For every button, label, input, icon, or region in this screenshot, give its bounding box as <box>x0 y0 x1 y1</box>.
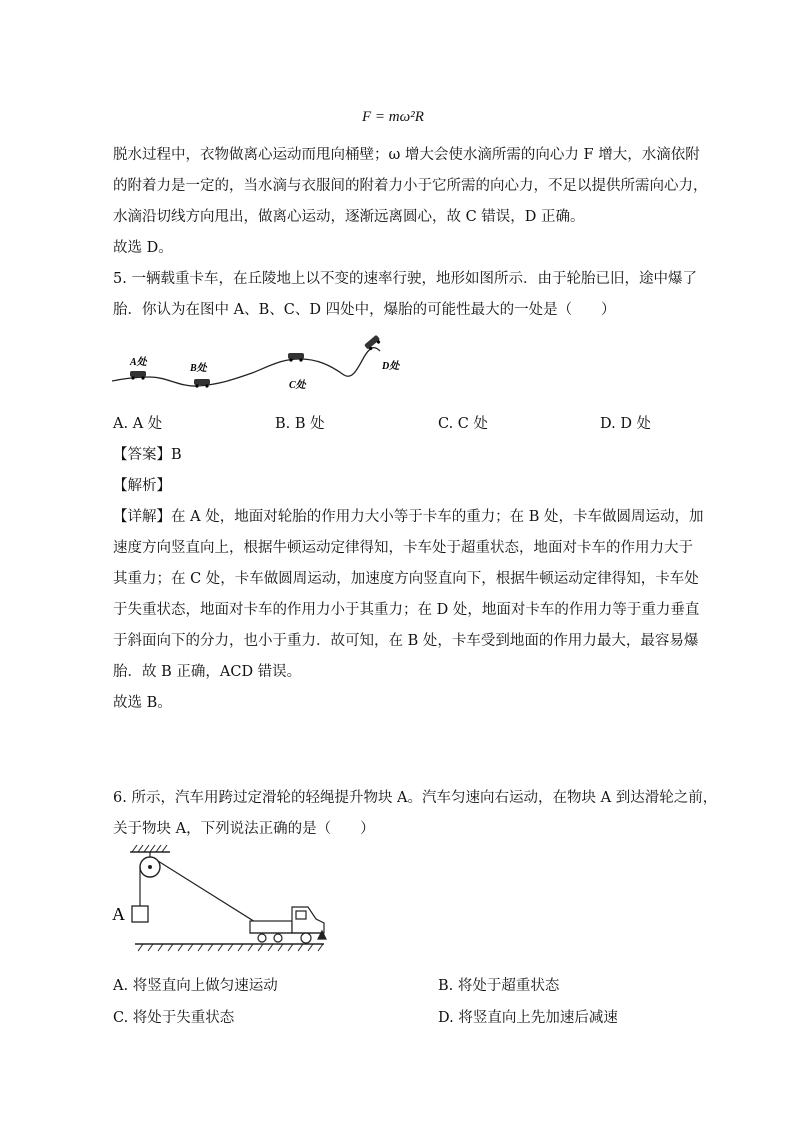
truck-c <box>288 353 304 362</box>
label-a: A处 <box>130 357 147 368</box>
truck-b <box>194 379 210 388</box>
truck-icon <box>250 907 326 943</box>
q6-option-d: D. 将竖直向上先加速后减速 <box>438 1010 618 1026</box>
text-line: 故选 D。 <box>113 240 173 256</box>
text-line: 【详解】在 A 处，地面对轮胎的作用力大小等于卡车的重力；在 B 处，卡车做圆周运动，加 <box>113 509 704 525</box>
q5-option-a: A. A 处 <box>113 416 163 432</box>
formula: F = mω²R <box>362 109 424 125</box>
label-b: B处 <box>190 363 207 374</box>
q6-option-c: C. 将处于失重状态 <box>113 1010 235 1026</box>
label-c: C处 <box>289 380 306 391</box>
truck-d <box>364 335 382 352</box>
answer-tag: 【答案】B <box>113 447 182 463</box>
question-6-stem: 关于物块 A，下列说法正确的是（ ） <box>113 821 375 837</box>
q5-option-d: D. D 处 <box>600 416 652 432</box>
block-a-label: A <box>112 904 125 924</box>
question-5-stem: 5. 一辆载重卡车，在丘陵地上以不变的速率行驶，地形如图所示．由于轮胎已旧，途中爆了 <box>113 271 697 287</box>
text-line: 的附着力是一定的，当水滴与衣服间的附着力小于它所需的向心力，不足以提供所需向心力， <box>113 178 708 194</box>
question-5-stem: 胎．你认为在图中 A、B、C、D 四处中，爆胎的可能性最大的一处是（ ） <box>113 302 616 318</box>
text-line: 其重力；在 C 处，卡车做圆周运动，加速度方向竖直向下，根据牛顿运动定律得知，卡车处 <box>113 571 699 587</box>
q5-option-c: C. C 处 <box>438 416 488 432</box>
text-line: 水滴沿切线方向甩出，做离心运动，逐渐远离圆心，故 C 错误，D 正确。 <box>113 209 585 225</box>
q6-option-a: A. 将竖直向上做匀速运动 <box>113 978 278 994</box>
truck-a <box>130 371 146 380</box>
text-line: 于斜面向下的分力，也小于重力．故可知，在 B 处，卡车受到地面的作用力最大，最容易爆 <box>113 633 699 649</box>
text-line: 脱水过程中，衣物做离心运动而甩向桶壁；ω 增大会使水滴所需的向心力 F 增大，水滴依附 <box>113 147 700 163</box>
pulley-figure <box>110 843 332 955</box>
question-6-stem: 6. 所示，汽车用跨过定滑轮的轻绳提升物块 A。汽车匀速向右运动，在物块 A 到达滑轮之前， <box>113 790 718 806</box>
text-line: 速度方向竖直向上，根据牛顿运动定律得知，卡车处于超重状态，地面对卡车的作用力大于 <box>113 540 693 556</box>
terrain-curve <box>112 348 380 386</box>
q6-option-b: B. 将处于超重状态 <box>438 978 560 994</box>
block-a <box>132 906 148 922</box>
text-line: 故选 B。 <box>113 695 172 711</box>
terrain-figure <box>112 335 412 395</box>
q5-option-b: B. B 处 <box>275 416 325 432</box>
analysis-tag: 【解析】 <box>113 478 171 494</box>
rope <box>158 861 260 925</box>
text-line: 于失重状态，地面对卡车的作用力小于其重力；在 D 处，地面对卡车的作用力等于重力垂直 <box>113 602 700 618</box>
label-d: D处 <box>382 361 400 372</box>
text-line: 胎．故 B 正确，ACD 错误。 <box>113 664 302 680</box>
